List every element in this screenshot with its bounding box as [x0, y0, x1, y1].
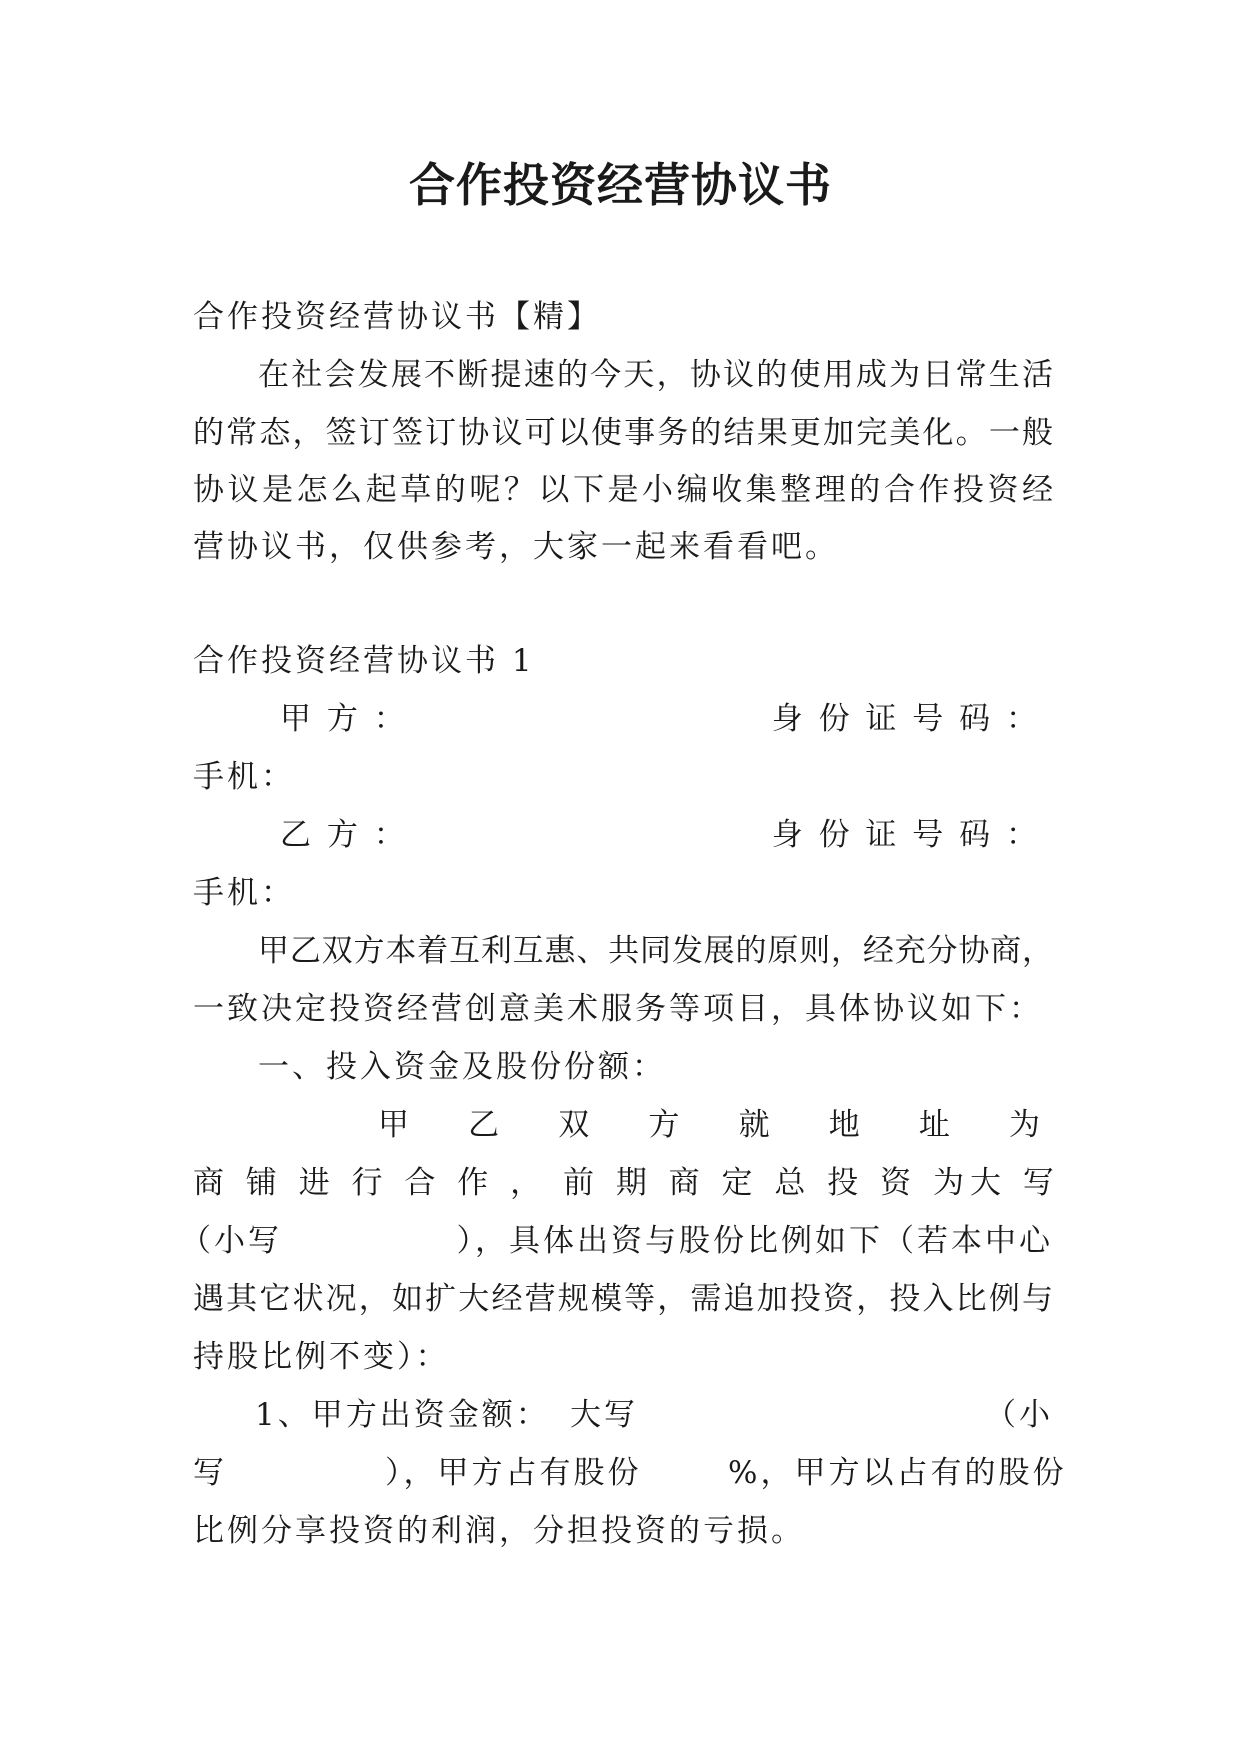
clause-1-line-4: 遇其它状况，如扩大经营规模等，需追加投资，投入比例与: [193, 1281, 1053, 1317]
party-a-phone-label: 手机：: [193, 759, 295, 795]
party-a-row: [280, 697, 1040, 741]
party-b-phone-label: 手机：: [193, 875, 295, 911]
intro-line-2: 的常态，签订签订协议可以使事务的结果更加完美化。一般: [193, 415, 1053, 451]
clause-1-heading: 一、投入资金及股份份额：: [258, 1049, 666, 1085]
clause-1-char: 址: [918, 1107, 953, 1143]
item-1-line-2-b: ），甲方占有股份: [385, 1455, 642, 1491]
clause-1-char: 乙: [468, 1107, 503, 1143]
clause-1-line-1: [378, 1103, 1043, 1147]
clause-1-char: 方: [648, 1107, 683, 1143]
clause-1-line-3-right: ），具体出资与股份比例如下（若本中心: [456, 1223, 1053, 1259]
item-1-label: 1、甲方出资金额：: [255, 1397, 550, 1433]
clause-1-line-2: [193, 1161, 1060, 1205]
section-heading: 合作投资经营协议书 1: [193, 643, 535, 679]
intro-line-3: 协议是怎么起草的呢？以下是小编收集整理的合作投资经: [193, 472, 1053, 508]
clause-1-line-3: [180, 1219, 1053, 1263]
intro-line-1: 在社会发展不断提速的今天，协议的使用成为日常生活: [258, 357, 1053, 393]
clause-1-char: 甲: [378, 1107, 412, 1143]
clause-1-char: 为: [1008, 1107, 1043, 1143]
party-b-id-label: 身 份 证 号 码 ：: [771, 817, 1040, 853]
item-1-line-3: 比例分享投资的利润，分担投资的亏损。: [193, 1513, 805, 1549]
clause-1-line-2-right: 大 写: [969, 1165, 1060, 1201]
item-1-amount-upper-label: 大写: [570, 1397, 638, 1433]
document-title: 合作投资经营协议书: [409, 158, 832, 212]
party-a-id-label: 身 份 证 号 码 ：: [771, 701, 1040, 737]
intro-line-4: 营协议书，仅供参考，大家一起来看看吧。: [193, 529, 839, 565]
principle-line-1: 甲乙双方本着互利互惠、共同发展的原则，经充分协商，: [258, 933, 1053, 969]
clause-1-line-5: 持股比例不变）：: [193, 1339, 450, 1375]
clause-1-char: 就: [738, 1107, 773, 1143]
document-subtitle: 合作投资经营协议书【精】: [193, 299, 601, 335]
principle-line-2: 一致决定投资经营创意美术服务等项目，具体协议如下：: [193, 991, 1043, 1027]
item-1-line-2-c: %，甲方以占有的股份: [728, 1455, 1067, 1491]
clause-1-char: 地: [828, 1107, 863, 1143]
clause-1-line-2-left: 商 铺 进 行 合 作 ， 前 期 商 定 总 投 资 为: [193, 1165, 970, 1201]
party-b-row: [280, 813, 1040, 857]
clause-1-line-3-left: （小写: [180, 1223, 282, 1259]
clause-1-char: 双: [558, 1107, 593, 1143]
party-b-label: 乙 方 ：: [280, 817, 408, 853]
item-1-line-2-a: 写: [193, 1455, 227, 1491]
party-a-label: 甲 方 ：: [280, 701, 408, 737]
item-1-amount-lower-open: （小: [985, 1397, 1053, 1433]
